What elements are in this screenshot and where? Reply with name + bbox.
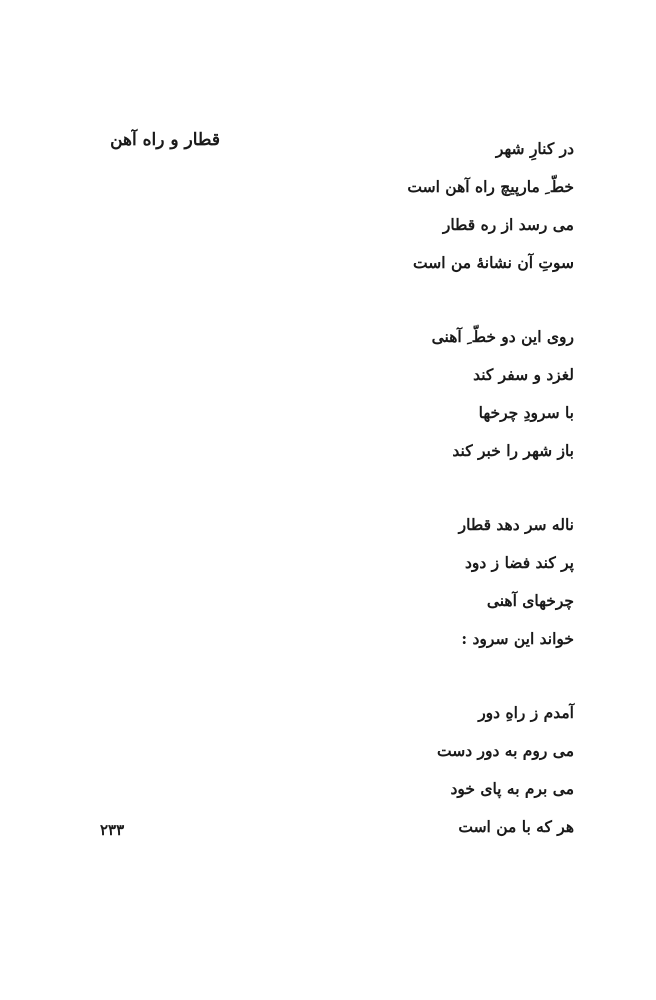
poem-line: با سرودِ چرخها: [478, 403, 574, 422]
poem-line: پر کند فضا ز دود: [465, 553, 574, 572]
stanza-4: [314, 694, 574, 846]
poem-line: خطّ ِ مارپیچ راه آهن است: [407, 177, 574, 196]
poem-line: باز شهر را خبر کند: [452, 441, 574, 460]
stanza-3: [314, 506, 574, 658]
poem-line: آمدم ز راهِ دور: [478, 703, 574, 722]
stanza-2: [314, 318, 574, 470]
poem-line: می روم به دور دست: [437, 741, 574, 760]
stanza-1: [314, 130, 574, 282]
poem-line: می برم به پای خود: [450, 779, 574, 798]
poem-line: روی این دو خطّ ِ آهنی: [431, 327, 574, 346]
poem-line: چرخهای آهنی: [486, 591, 574, 610]
page-number: ۲۳۳: [100, 821, 125, 839]
poem-title: قطار و راه آهن: [110, 130, 220, 150]
poem-body: [314, 130, 574, 882]
poem-line: هر که با من است: [458, 817, 574, 836]
poem-line: خواند این سرود :: [461, 629, 574, 648]
poem-line: سوتِ آن نشانهٔ من است: [413, 253, 574, 272]
poem-line: می رسد از ره قطار: [442, 215, 574, 234]
poem-line: ناله سر دهد قطار: [458, 515, 574, 534]
poem-line: در کنارِ شهر: [495, 139, 574, 158]
poem-line: لغزد و سفر کند: [473, 365, 574, 384]
